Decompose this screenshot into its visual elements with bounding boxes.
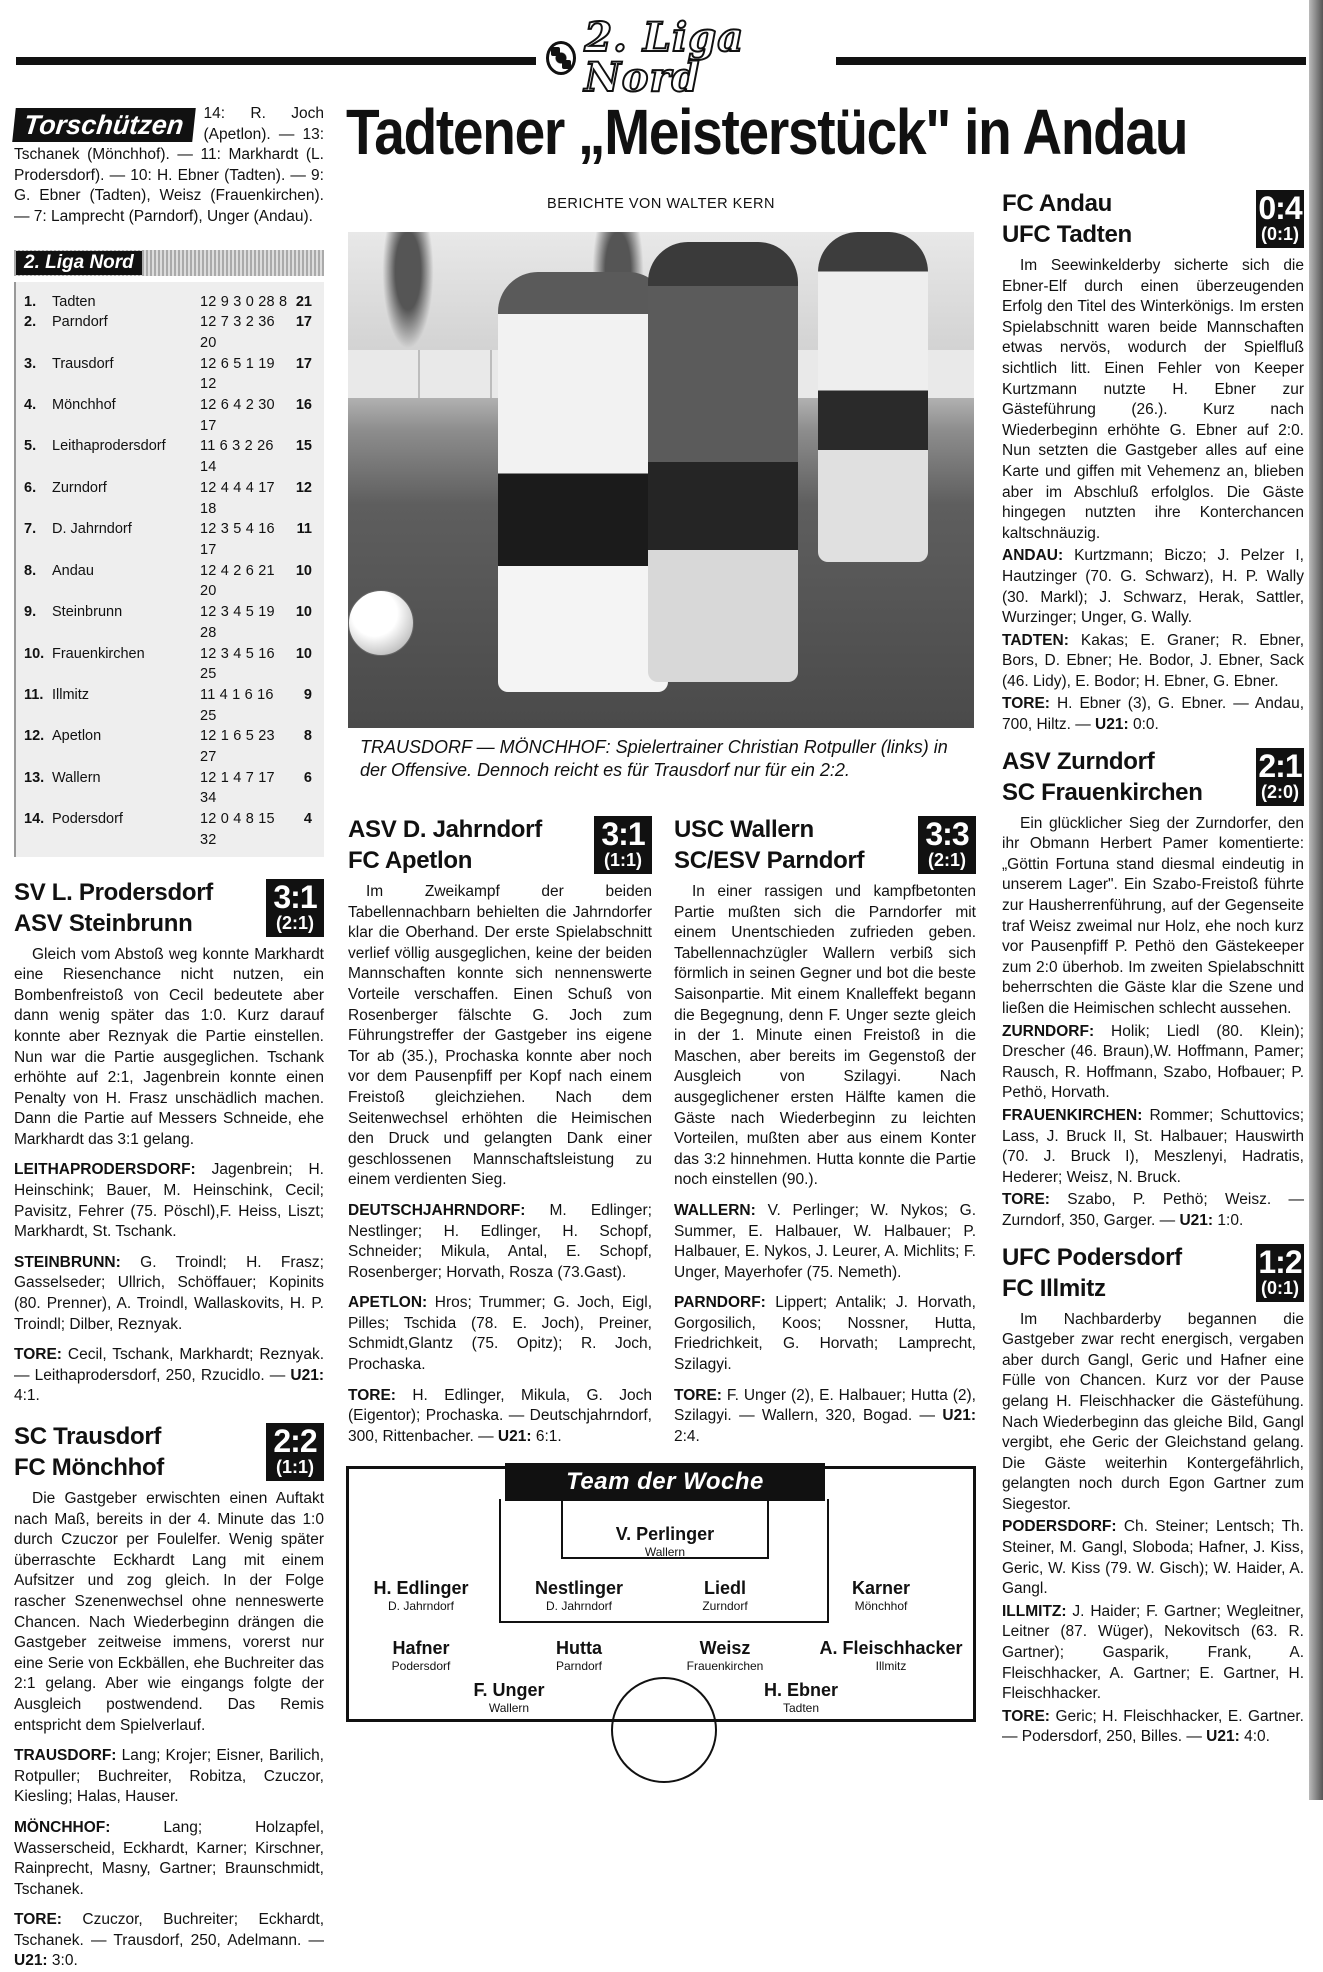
rule-left xyxy=(16,57,536,65)
table-row xyxy=(24,354,324,395)
byline: BERICHTE VON WALTER KERN xyxy=(547,196,775,212)
home-team: ASV D. Jahrndorf xyxy=(348,816,542,843)
home-team: ASV Zurndorf xyxy=(1002,747,1155,775)
table-team: Zurndorf xyxy=(52,479,107,496)
away-team: SC/ESV Parndorf xyxy=(674,847,865,874)
match-zurndorf-frauenkirchen xyxy=(1002,746,1304,1232)
table-points: 15 xyxy=(295,438,312,455)
final-score: 2:2 xyxy=(273,1423,317,1460)
table-stats: 12 4 2 6 21 20 xyxy=(200,562,275,600)
final-score: 3:1 xyxy=(601,816,645,852)
photo-tree xyxy=(378,232,438,362)
lineup-away: ILLMITZ: J. Haider; F. Gartner; Wegleitner, Leitner (87. Wüger), Nekovitsch (63. R. Gartner); Gasparik, Frank, A. Fleischhacker, A. Gartner; E. Gartner, H. Fleischhacker. xyxy=(1002,1602,1304,1703)
table-position: 5. xyxy=(24,438,37,455)
table-position: 10. xyxy=(24,645,45,662)
table-position: 7. xyxy=(24,521,37,538)
lineup-home: DEUTSCHJAHRNDORF: M. Edlinger; Nestlinger; H. Edlinger, H. Schopf, Schneider; Mikula, Antal, E. Schopf, Rosenberger; Horvath, Rosza (73.Gast). xyxy=(348,1201,652,1281)
tdw-player: A. Fleischhacker Illmitz xyxy=(819,1638,963,1673)
table-row xyxy=(24,644,324,685)
table-points: 16 xyxy=(295,397,312,414)
lineup-away: TADTEN: Kakas; E. Graner; R. Ebner, Bors, D. Ebner; He. Bodor, J. Ebner, Sack (46. Lidy), E. Bodor; H. Ebner, G. Ebner. xyxy=(1002,631,1304,690)
score-box xyxy=(1256,1244,1304,1302)
score-box xyxy=(1256,190,1304,248)
team-of-the-week-title: Team der Woche xyxy=(505,1463,825,1501)
table-team: Apetlon xyxy=(52,728,102,745)
table-points: 12 xyxy=(295,479,312,496)
league-table-title: 2. Liga Nord xyxy=(16,251,142,275)
match-report: Im Zweikampf der beiden Tabellennachbarn behielten die Jahrndorfer klar die Oberhand. Der erste Spielabschnitt verlief völlig ausgeglichen, keine der beiden Mannschaften konnte sich nennenswerte Vorteile verschaffen. Einen Schuß von Rosenberger fälschte G. Joch zum Führungstreffer der Gastgeber ins eigene Tor ab (35.), Prochaska konnte aber noch vor dem Pausenpfiff per Kopf nach einem Freistoß gleichziehen. Nach dem Seitenwechsel erhöhten die Heimischen den Druck und gelangten Dank einer geschlossenen Mannschaftsleistung zu einem verdienten Sieg. xyxy=(348,883,652,1189)
page-edge-shadow xyxy=(1309,0,1323,1800)
table-team: Tadten xyxy=(52,293,96,310)
lineup-away: APETLON: Hros; Trummer; G. Joch, Eigl, Pilles; Tschida (78. E. Joch), Preiner, Schmidt,Glantz (75. Opitz); R. Joch, Prochaska. xyxy=(348,1294,652,1374)
match-report: In einer rassigen und kampfbetonten Partie mußten sich die Parndorfer mit einem Unentschieden zufrieden geben. Tabellennachzügler Wallern verbiß sich förmlich in seinen Gegner und bot die beste Saisonpartie. Mit einem Knalleffekt begann die Begegnung, denn F. Unger sezte gleich in der 1. Minute einen Freistoß in die Maschen, aber bereits im Gegenstoß der Ausgleich von Szilagyi. Nach ausgeglichener ersten Hälfte kamen die Gäste nach Wiederbeginn zu leichten Vorteilen, mußten aber aus einem Konter das 3:2 hinnehmen. Hutta konnte die Partie noch einstellen (90.). xyxy=(674,883,976,1189)
league-table xyxy=(14,282,324,857)
table-position: 11. xyxy=(24,686,44,703)
table-stats: 12 7 3 2 36 20 xyxy=(200,314,275,351)
table-points: 9 xyxy=(303,686,312,703)
goals-info: TORE: Cecil, Tschank, Markhardt; Reznyak. — Leithaprodersdorf, 250, Rzucidlo. — U21: 4:1. xyxy=(14,1346,324,1405)
table-stats: 12 1 6 5 23 27 xyxy=(200,728,275,766)
table-team: Parndorf xyxy=(52,314,108,331)
table-points: 4 xyxy=(303,811,312,828)
half-time-score: (1:1) xyxy=(603,850,642,870)
match-jahrndorf-apetlon xyxy=(348,814,652,1447)
tdw-player-goalkeeper: V. Perlinger Wallern xyxy=(615,1524,715,1559)
table-position: 1. xyxy=(24,293,37,310)
goals-info: TORE: H. Ebner (3), G. Ebner. — Andau, 700, Hiltz. — U21: 0:0. xyxy=(1002,695,1304,734)
table-position: 9. xyxy=(24,604,37,621)
rule-right xyxy=(836,57,1306,65)
lineup-home: ANDAU: Kurtzmann; Biczo; J. Pelzer I, Hautzinger (70. G. Schwarz), H. P. Wally (30. Markl); J. Schwarz, Herak, Sattler, Wurzinger; Unger, G. Wally. xyxy=(1002,547,1304,627)
table-stats: 12 3 4 5 16 25 xyxy=(200,645,275,683)
table-row xyxy=(24,519,324,560)
half-time-score: (2:1) xyxy=(275,912,314,933)
table-position: 14. xyxy=(24,811,45,828)
table-points: 8 xyxy=(303,728,312,745)
lineup-home: WALLERN: V. Perlinger; W. Nykos; G. Summer, E. Halbauer, W. Halbauer; P. Halbauer, E. Nykos, J. Leurer, A. Michlits; F. Unger, Mayerhofer (75. Nemeth). xyxy=(674,1201,976,1281)
table-stats: 12 4 4 4 17 18 xyxy=(200,479,275,517)
table-row xyxy=(24,436,324,477)
middle-column-1 xyxy=(348,814,652,1447)
table-points: 10 xyxy=(295,604,312,621)
half-time-score: (2:1) xyxy=(927,850,966,870)
away-team: UFC Tadten xyxy=(1002,221,1132,248)
table-stats: 12 6 5 1 19 12 xyxy=(200,355,275,393)
table-row xyxy=(24,726,324,767)
table-team: Andau xyxy=(52,562,94,579)
final-score: 2:1 xyxy=(1258,747,1302,784)
match-report: Die Gastgeber erwischten einen Auftakt nach Maß, bereits in der 4. Minute das 1:0 durch Czuczor per Foulelfer. Wenig später überraschte Eckhardt Lang mit einem Aufsitzer und zog gleich. In der Folge rascher Szenenwechsel ohne nenneswerte Chancen. Nach Wiederbeginn drängen die Gastgeber zeitweise immens, vorerst nur eine Serie von Eckbällen, ehe Buchreiter das 2:1 gelang. Aber wie eingangs folgte der Ausgleich postwendend. Das Remis entspricht dem Spielverlauf. xyxy=(14,1490,324,1734)
pitch-center-circle xyxy=(611,1677,717,1783)
photo-ball xyxy=(348,590,414,656)
table-position: 4. xyxy=(24,397,37,414)
table-team: Wallern xyxy=(52,769,101,786)
lineup-away: FRAUENKIRCHEN: Rommer; Schuttovics; Lass, J. Bruck II, St. Halbauer; Hauswirth (70. J. Bruck I), Meszlenyi, Hadratis, Hederer; Weisz, N. Bruck. xyxy=(1002,1106,1304,1186)
away-team: FC Mönchhof xyxy=(14,1454,164,1482)
table-team: Leithaprodersdorf xyxy=(52,438,166,455)
photo-player-dark xyxy=(648,242,798,682)
top-scorers xyxy=(14,104,324,228)
final-score: 3:1 xyxy=(273,878,317,915)
photo-player-white xyxy=(498,272,668,692)
final-score: 0:4 xyxy=(1258,190,1302,226)
goals-info: TORE: H. Edlinger, Mikula, G. Joch (Eigentor); Prochaska. — Deutschjahrndorf, 300, Rittenbacher. — U21: 6:1. xyxy=(348,1386,652,1445)
table-row xyxy=(24,685,324,726)
table-row xyxy=(24,768,324,809)
lineup-away: STEINBRUNN: G. Troindl; H. Frasz; Gasselseder; Ullrich, Schöffauer; Kopinits (80. Prenner), A. Troindl, Wallaskovits, H. P. Troindl; Dilber, Reznyak. xyxy=(14,1253,324,1333)
score-box xyxy=(918,816,976,874)
home-team: USC Wallern xyxy=(674,816,814,843)
headline: Tadtener „Meisterstück" in Andau xyxy=(346,96,1188,168)
tdw-player: Karner Mönchhof xyxy=(851,1578,911,1613)
team-of-the-week xyxy=(346,1466,976,1722)
goals-info: TORE: Szabo, P. Pethö; Weisz. — Zurndorf, 350, Garger. — U21: 1:0. xyxy=(1002,1191,1304,1229)
table-stats: 12 3 5 4 16 17 xyxy=(200,521,275,558)
lineup-home: ZURNDORF: Holik; Liedl (80. Klein); Drescher (46. Braun),W. Hoffmann, Pamer; Rausch, R. Hoffmann, Szabo, Hofbauer; P. Pethö, Horvath. xyxy=(1002,1022,1304,1102)
tdw-player: Weisz Frauenkirchen xyxy=(686,1638,764,1673)
table-team: D. Jahrndorf xyxy=(52,521,132,538)
left-column xyxy=(14,104,324,1972)
score-box xyxy=(1256,748,1304,806)
table-row xyxy=(24,395,324,436)
match-andau-tadten xyxy=(1002,188,1304,736)
away-team: FC Illmitz xyxy=(1002,1274,1106,1302)
table-stats: 12 9 3 0 28 8 xyxy=(200,293,288,310)
table-position: 3. xyxy=(24,355,37,372)
table-position: 12. xyxy=(24,728,45,745)
table-team: Mönchhof xyxy=(52,397,116,414)
table-team: Steinbrunn xyxy=(52,604,123,621)
away-team: FC Apetlon xyxy=(348,847,473,874)
home-team: SC Trausdorf xyxy=(14,1423,162,1451)
score-box xyxy=(594,816,652,874)
top-scorers-label: Torschützen xyxy=(12,108,195,142)
section-header xyxy=(16,14,1306,101)
match-prodersdorf-steinbrunn xyxy=(14,877,324,1407)
photo-player-background xyxy=(818,232,928,562)
table-row xyxy=(24,312,324,353)
match-report: Im Seewinkelderby sicherte sich die Ebner-Elf durch einen überzeugenden Erfolg den Titel des Winterkönigs. Im ersten Spielabschnitt waren beide Mannschaften etwas nervös, wodurch der Spielfluß sichtlich litt. Einen Fehler von Keeper Kurtzmann nutzte H. Ebner zur Gästeführung (26.). Kurz nach Wiederbeginn erhöhte G. Ebner auf 2:0. Nun setzten die Gastgeber alles auf eine Karte und giffen mit Vehemenz an, blieben aber im Abschluß erfolglos. Die Gäste hingegen nutzten ihre Konterchancen kaltschnäuzig. xyxy=(1002,257,1304,542)
table-position: 8. xyxy=(24,562,37,579)
table-stats: 12 0 4 8 15 32 xyxy=(200,811,275,848)
lineup-away: MÖNCHHOF: Lang; Holzapfel, Wasserscheid, Eckhardt, Karner; Kirschner, Rainprecht, Masny, Gartner; Braunschmidt, Tschanek. xyxy=(14,1818,324,1898)
lineup-home: PODERSDORF: Ch. Steiner; Lentsch; Th. Steiner, M. Gangl, Sloboda; Hafner, J. Kiss, Geric, W. Kiss (79. W. Gisch); W. Haider, A. Gangl. xyxy=(1002,1518,1304,1598)
half-time-score: (2:0) xyxy=(1260,781,1299,802)
table-row xyxy=(24,602,324,643)
table-stats: 12 3 4 5 19 28 xyxy=(200,604,275,641)
lineup-away: PARNDORF: Lippert; Antalik; J. Horvath, Gorgosilich, Koos; Nossner, Hutta, Friedrichkeit, G. Horvath; Lamprecht, Szilagyi. xyxy=(674,1294,976,1374)
right-column xyxy=(1002,188,1304,1748)
match-report: Gleich vom Abstoß weg konnte Markhardt eine Riesenchance nicht nutzen, ein Bombenfreistoß von Cecil bedeutete aber dann wenig später das 1:0. Kurz darauf konnte aber Reznyak die Partie einstellen. Nun war die Partie ausgeglichen. Tschank erhöhte auf 2:1, Jagenbrein konnte einen Penalty von H. Frasz unschädlich machen. Dann die Partie auf Messers Schneide, ehe Markhardt das 3:1 gelang. xyxy=(14,945,324,1148)
tdw-player: H. Ebner Tadten xyxy=(763,1680,838,1715)
tdw-player: Hafner Podersdorf xyxy=(391,1638,451,1673)
tdw-player: Liedl Zurndorf xyxy=(702,1578,748,1613)
match-report: Ein glücklicher Sieg der Zurndorfer, den ihr Obmann Herbert Pamer komentierte: „Göttin Fortuna stand diesmal eindeutig in unserem Lager". Ein Szabo-Freistoß führte zur Hausherrenführung, auf der Gegenseite traf Weisz zweimal nur Holz, ehe noch kurz vor Pausenpfiff P. Pethö den Gästekeeper zum 2:0 überhob. Im zweiten Spielabschnitt beherrschten die Gäste klar die Szene und ließen die Heimischen schlecht aussehen. xyxy=(1002,814,1304,1017)
goals-info: TORE: F. Unger (2), E. Halbauer; Hutta (2), Szilagyi. — Wallern, 320, Bogad. — U21: 2:4. xyxy=(674,1386,976,1445)
table-team: Podersdorf xyxy=(52,811,123,828)
table-row xyxy=(24,478,324,519)
photo-caption: TRAUSDORF — MÖNCHHOF: Spielertrainer Christian Rotpuller (links) in der Offensive. Dennoch reicht es für Trausdorf nur für ein 2:2. xyxy=(360,737,948,780)
goals-info: TORE: Czuczor, Buchreiter; Eckhardt, Tschanek. — Trausdorf, 250, Adelmann. — U21: 3:0. xyxy=(14,1911,324,1970)
table-team: Trausdorf xyxy=(52,355,114,372)
home-team: SV L. Prodersdorf xyxy=(14,878,213,906)
tdw-player: Nestlinger D. Jahrndorf xyxy=(534,1578,624,1613)
table-points: 10 xyxy=(295,645,312,662)
half-time-score: (0:1) xyxy=(1260,224,1299,244)
away-team: SC Frauenkirchen xyxy=(1002,778,1203,806)
table-position: 2. xyxy=(24,314,37,331)
table-points: 17 xyxy=(295,355,312,372)
lineup-home: TRAUSDORF: Lang; Krojer; Eisner, Barilich, Rotpuller; Buchreiter, Robitza, Czuczor, Kiesling; Halas, Hauser. xyxy=(14,1747,324,1806)
table-points: 11 xyxy=(296,521,312,538)
tdw-player: F. Unger Wallern xyxy=(473,1680,545,1715)
table-stats: 11 4 1 6 16 25 xyxy=(200,686,274,724)
table-points: 17 xyxy=(295,314,312,331)
final-score: 1:2 xyxy=(1258,1243,1302,1280)
tdw-player: H. Edlinger D. Jahrndorf xyxy=(373,1578,469,1613)
top-scorers-text: 14: R. Joch (Apetlon). — 13: Tschanek (Mönchhof). — 11: Markhardt (L. Prodersdorf). — 10: H. Ebner (Tadten). — 9: G. Ebner (Tadten), Weisz (Frauenkirchen). — 7: Lamprecht (Parndorf), Unger (Andau). xyxy=(14,105,324,225)
away-team: ASV Steinbrunn xyxy=(14,909,193,937)
home-team: UFC Podersdorf xyxy=(1002,1243,1182,1271)
middle-column-2 xyxy=(674,814,976,1447)
match-report: Im Nachbarderby begannen die Gastgeber zwar recht energisch, vergaben aber durch Gangl, Geric und Hafner eine Fülle von Chancen. Kurz vor der Pause gelang H. Fleischhacker die Gästefühung. Nach Wiederbeginn das gleiche Bild, Gangl vergibt, ehe Geric der Gleichstand gelang. Die Gäste weiterhin Kontergefährlich, gelangten noch durch Egon Gartner zum Siegestor. xyxy=(1002,1310,1304,1513)
table-team: Frauenkirchen xyxy=(52,645,145,662)
home-team: FC Andau xyxy=(1002,190,1113,217)
table-position: 6. xyxy=(24,479,37,496)
table-points: 10 xyxy=(295,562,312,579)
match-wallern-parndorf xyxy=(674,814,976,1447)
table-points: 6 xyxy=(303,769,312,786)
table-row xyxy=(24,561,324,602)
section-title: 2. Liga Nord xyxy=(584,14,745,101)
final-score: 3:3 xyxy=(925,816,969,852)
goals-info: TORE: Geric; H. Fleischhacker, E. Gartner. — Podersdorf, 250, Billes. — U21: 4:0. xyxy=(1002,1707,1304,1746)
half-time-score: (1:1) xyxy=(275,1457,314,1478)
table-position: 13. xyxy=(24,769,45,786)
lineup-home: LEITHAPRODERSDORF: Jagenbrein; H. Heinschink; Bauer, M. Heinschink, Cecil; Pavisitz, Fehrer (75. Pöschl),F. Heiss, Liszt; Markhardt, St. Tschank. xyxy=(14,1161,324,1241)
table-stats: 11 6 3 2 26 14 xyxy=(200,438,274,476)
section-title-wrap xyxy=(546,14,836,101)
table-stats: 12 1 4 7 17 34 xyxy=(200,769,275,807)
score-box xyxy=(266,879,324,937)
league-table-header xyxy=(14,250,324,276)
tdw-player: Hutta Parndorf xyxy=(555,1638,603,1673)
table-points: 21 xyxy=(295,293,312,310)
football-icon xyxy=(546,41,576,75)
match-trausdorf-moenchhof xyxy=(14,1421,324,1972)
half-time-score: (0:1) xyxy=(1260,1277,1299,1298)
table-team: Illmitz xyxy=(52,686,90,703)
match-photo xyxy=(348,232,974,728)
table-row xyxy=(24,809,324,850)
match-podersdorf-illmitz xyxy=(1002,1242,1304,1748)
table-stats: 12 6 4 2 30 17 xyxy=(200,397,275,434)
table-row xyxy=(24,292,324,313)
score-box xyxy=(266,1423,324,1481)
